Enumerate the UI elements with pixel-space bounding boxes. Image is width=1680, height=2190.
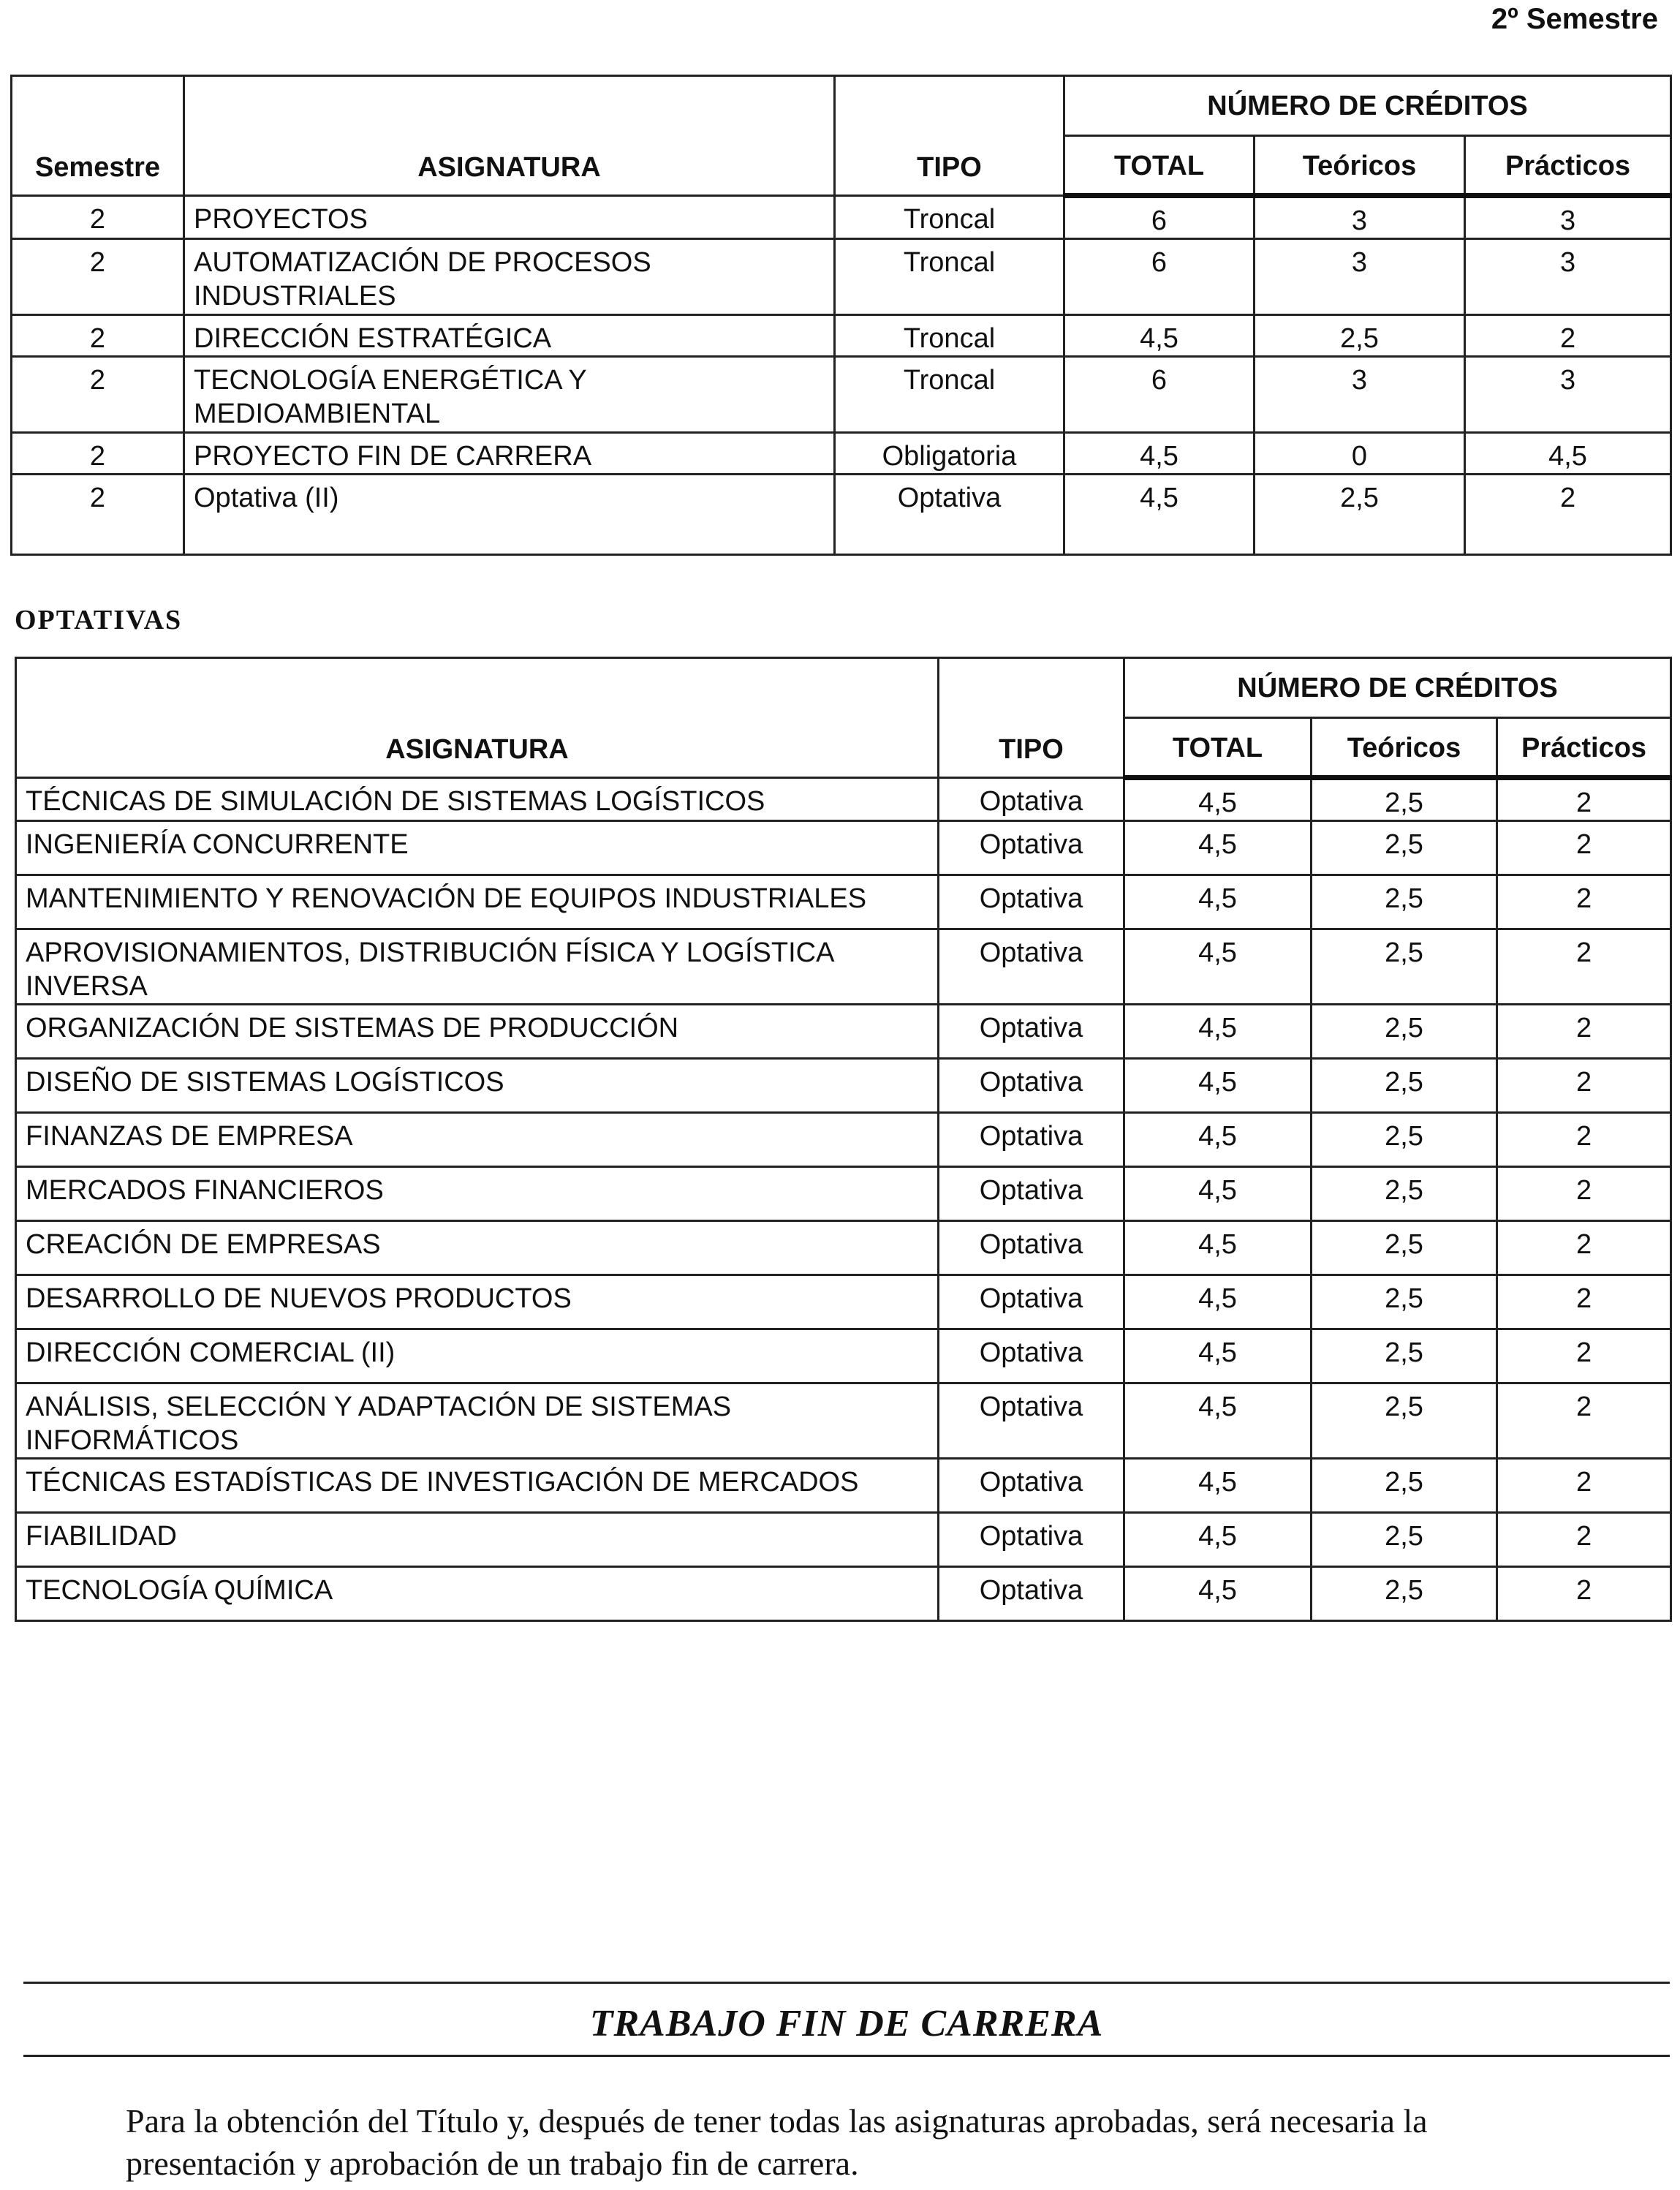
cell-practicos: 3 (1465, 357, 1671, 433)
opt-header-tipo: TIPO (939, 658, 1124, 778)
cell-semestre: 2 (12, 239, 184, 315)
cell-teoricos: 2,5 (1312, 1005, 1497, 1059)
cell-practicos: 2 (1497, 1275, 1671, 1329)
cell-total: 4,5 (1124, 1005, 1312, 1059)
cell-tipo: Optativa (939, 821, 1124, 875)
cell-practicos: 2 (1497, 1329, 1671, 1383)
cell-total: 4,5 (1124, 1113, 1312, 1167)
cell-teoricos: 2,5 (1312, 1459, 1497, 1513)
cell-practicos: 2 (1465, 315, 1671, 357)
cell-tipo: Optativa (939, 1005, 1124, 1059)
header-numero-creditos: NÚMERO DE CRÉDITOS (1064, 76, 1671, 136)
cell-total: 6 (1064, 196, 1255, 239)
cell-tipo: Troncal (835, 357, 1064, 433)
cell-tipo: Optativa (939, 778, 1124, 821)
cell-practicos: 2 (1497, 1383, 1671, 1459)
cell-tipo: Optativa (939, 1113, 1124, 1167)
cell-asignatura: TECNOLOGÍA ENERGÉTICA Y MEDIOAMBIENTAL (184, 357, 835, 433)
cell-teoricos: 2,5 (1312, 1059, 1497, 1113)
cell-total: 4,5 (1124, 1275, 1312, 1329)
cell-practicos: 4,5 (1465, 433, 1671, 475)
main-courses-table (10, 75, 1672, 556)
divider-bottom (23, 2055, 1670, 2057)
table-row (12, 357, 1671, 433)
cell-teoricos: 3 (1255, 357, 1465, 433)
opt-header-numero-creditos: NÚMERO DE CRÉDITOS (1124, 658, 1671, 718)
cell-asignatura: DIRECCIÓN COMERCIAL (II) (16, 1329, 939, 1383)
cell-total: 4,5 (1064, 433, 1255, 475)
cell-tipo: Optativa (939, 1567, 1124, 1621)
cell-asignatura: TÉCNICAS DE SIMULACIÓN DE SISTEMAS LOGÍSTICOS (16, 778, 939, 821)
cell-asignatura: DISEÑO DE SISTEMAS LOGÍSTICOS (16, 1059, 939, 1113)
table-row (16, 1329, 1671, 1383)
cell-practicos: 2 (1497, 1113, 1671, 1167)
cell-semestre: 2 (12, 315, 184, 357)
cell-total: 4,5 (1064, 315, 1255, 357)
trabajo-fin-carrera-text: Para la obtención del Título y, después de tener todas las asignaturas aprobadas, será necesaria la presentación y aprobación de un trabajo fin de carrera. (126, 2102, 1428, 2182)
cell-teoricos: 2,5 (1312, 1221, 1497, 1275)
cell-asignatura: MANTENIMIENTO Y RENOVACIÓN DE EQUIPOS INDUSTRIALES (16, 875, 939, 929)
table-row (16, 929, 1671, 1005)
cell-tipo: Optativa (939, 1459, 1124, 1513)
cell-asignatura: FINANZAS DE EMPRESA (16, 1113, 939, 1167)
cell-tipo: Optativa (939, 875, 1124, 929)
table-row (16, 1459, 1671, 1513)
table-row (16, 1275, 1671, 1329)
cell-asignatura: AUTOMATIZACIÓN DE PROCESOS INDUSTRIALES (184, 239, 835, 315)
cell-teoricos: 2,5 (1312, 1113, 1497, 1167)
cell-asignatura: TECNOLOGÍA QUÍMICA (16, 1567, 939, 1621)
cell-teoricos: 2,5 (1312, 1275, 1497, 1329)
table-row (16, 875, 1671, 929)
cell-teoricos: 2,5 (1312, 1167, 1497, 1221)
cell-practicos: 2 (1497, 1567, 1671, 1621)
cell-asignatura: FIABILIDAD (16, 1513, 939, 1567)
cell-tipo: Optativa (939, 929, 1124, 1005)
cell-teoricos: 2,5 (1312, 778, 1497, 821)
cell-total: 4,5 (1124, 1167, 1312, 1221)
semester-label: 2º Semestre (1491, 3, 1658, 35)
trabajo-fin-carrera-title: TRABAJO FIN DE CARRERA (589, 2003, 1104, 2044)
opt-header-practicos: Prácticos (1497, 718, 1671, 778)
table-row (12, 239, 1671, 315)
cell-total: 4,5 (1124, 929, 1312, 1005)
cell-asignatura: PROYECTO FIN DE CARRERA (184, 433, 835, 475)
table-row (16, 1113, 1671, 1167)
cell-practicos: 2 (1497, 1059, 1671, 1113)
cell-total: 4,5 (1124, 1567, 1312, 1621)
cell-practicos: 2 (1497, 821, 1671, 875)
cell-total: 4,5 (1064, 475, 1255, 555)
cell-asignatura: DIRECCIÓN ESTRATÉGICA (184, 315, 835, 357)
cell-asignatura: ANÁLISIS, SELECCIÓN Y ADAPTACIÓN DE SISTEMAS INFORMÁTICOS (16, 1383, 939, 1459)
cell-tipo: Optativa (939, 1329, 1124, 1383)
cell-practicos: 2 (1497, 1167, 1671, 1221)
cell-tipo: Optativa (939, 1513, 1124, 1567)
cell-teoricos: 2,5 (1312, 821, 1497, 875)
cell-tipo: Troncal (835, 315, 1064, 357)
table-row (16, 1005, 1671, 1059)
opt-header-total: TOTAL (1124, 718, 1312, 778)
cell-tipo: Optativa (939, 1275, 1124, 1329)
cell-total: 4,5 (1124, 778, 1312, 821)
header-tipo: TIPO (835, 76, 1064, 196)
cell-tipo: Optativa (939, 1167, 1124, 1221)
cell-asignatura: TÉCNICAS ESTADÍSTICAS DE INVESTIGACIÓN DE MERCADOS (16, 1459, 939, 1513)
table-row (16, 1167, 1671, 1221)
cell-tipo: Troncal (835, 196, 1064, 239)
cell-total: 4,5 (1124, 1221, 1312, 1275)
cell-tipo: Optativa (835, 475, 1064, 555)
cell-teoricos: 3 (1255, 196, 1465, 239)
table-row (16, 778, 1671, 821)
cell-teoricos: 2,5 (1312, 1513, 1497, 1567)
cell-tipo: Troncal (835, 239, 1064, 315)
header-practicos: Prácticos (1465, 136, 1671, 196)
cell-tipo: Optativa (939, 1383, 1124, 1459)
cell-total: 4,5 (1124, 1513, 1312, 1567)
cell-asignatura: INGENIERÍA CONCURRENTE (16, 821, 939, 875)
optativas-heading: OPTATIVAS (15, 605, 183, 635)
cell-practicos: 2 (1497, 778, 1671, 821)
cell-total: 4,5 (1124, 1059, 1312, 1113)
cell-teoricos: 2,5 (1312, 1329, 1497, 1383)
cell-practicos: 2 (1497, 1221, 1671, 1275)
cell-practicos: 2 (1497, 875, 1671, 929)
cell-practicos: 3 (1465, 239, 1671, 315)
cell-total: 4,5 (1124, 821, 1312, 875)
table-row (12, 315, 1671, 357)
header-semestre: Semestre (12, 76, 184, 196)
cell-asignatura: APROVISIONAMIENTOS, DISTRIBUCIÓN FÍSICA Y LOGÍSTICA INVERSA (16, 929, 939, 1005)
cell-semestre: 2 (12, 196, 184, 239)
cell-teoricos: 2,5 (1312, 929, 1497, 1005)
header-total: TOTAL (1064, 136, 1255, 196)
cell-total: 4,5 (1124, 1383, 1312, 1459)
cell-teoricos: 2,5 (1312, 875, 1497, 929)
cell-teoricos: 2,5 (1312, 1383, 1497, 1459)
cell-total: 6 (1064, 357, 1255, 433)
table-row (16, 1059, 1671, 1113)
cell-total: 4,5 (1124, 1459, 1312, 1513)
table-row (16, 1567, 1671, 1621)
cell-asignatura: DESARROLLO DE NUEVOS PRODUCTOS (16, 1275, 939, 1329)
cell-asignatura: MERCADOS FINANCIEROS (16, 1167, 939, 1221)
cell-tipo: Optativa (939, 1059, 1124, 1113)
cell-practicos: 2 (1497, 1459, 1671, 1513)
cell-tipo: Optativa (939, 1221, 1124, 1275)
cell-asignatura: ORGANIZACIÓN DE SISTEMAS DE PRODUCCIÓN (16, 1005, 939, 1059)
cell-practicos: 2 (1497, 929, 1671, 1005)
cell-asignatura: PROYECTOS (184, 196, 835, 239)
cell-tipo: Obligatoria (835, 433, 1064, 475)
cell-practicos: 2 (1465, 475, 1671, 555)
cell-practicos: 2 (1497, 1005, 1671, 1059)
header-asignatura: ASIGNATURA (184, 76, 835, 196)
table-row (12, 475, 1671, 555)
cell-semestre: 2 (12, 475, 184, 555)
table-row (16, 1513, 1671, 1567)
cell-semestre: 2 (12, 357, 184, 433)
cell-teoricos: 2,5 (1255, 475, 1465, 555)
table-row (12, 196, 1671, 239)
cell-total: 4,5 (1124, 1329, 1312, 1383)
cell-teoricos: 2,5 (1312, 1567, 1497, 1621)
cell-practicos: 2 (1497, 1513, 1671, 1567)
cell-teoricos: 3 (1255, 239, 1465, 315)
cell-total: 6 (1064, 239, 1255, 315)
header-teoricos: Teóricos (1255, 136, 1465, 196)
table-row (16, 821, 1671, 875)
cell-total: 4,5 (1124, 875, 1312, 929)
table-row (12, 433, 1671, 475)
divider-top (23, 1982, 1670, 1984)
cell-asignatura: Optativa (II) (184, 475, 835, 555)
table-row (16, 1383, 1671, 1459)
cell-semestre: 2 (12, 433, 184, 475)
table-row (16, 1221, 1671, 1275)
opt-header-asignatura: ASIGNATURA (16, 658, 939, 778)
cell-teoricos: 2,5 (1255, 315, 1465, 357)
optativas-table (15, 657, 1672, 1622)
cell-asignatura: CREACIÓN DE EMPRESAS (16, 1221, 939, 1275)
opt-header-teoricos: Teóricos (1312, 718, 1497, 778)
cell-practicos: 3 (1465, 196, 1671, 239)
cell-teoricos: 0 (1255, 433, 1465, 475)
